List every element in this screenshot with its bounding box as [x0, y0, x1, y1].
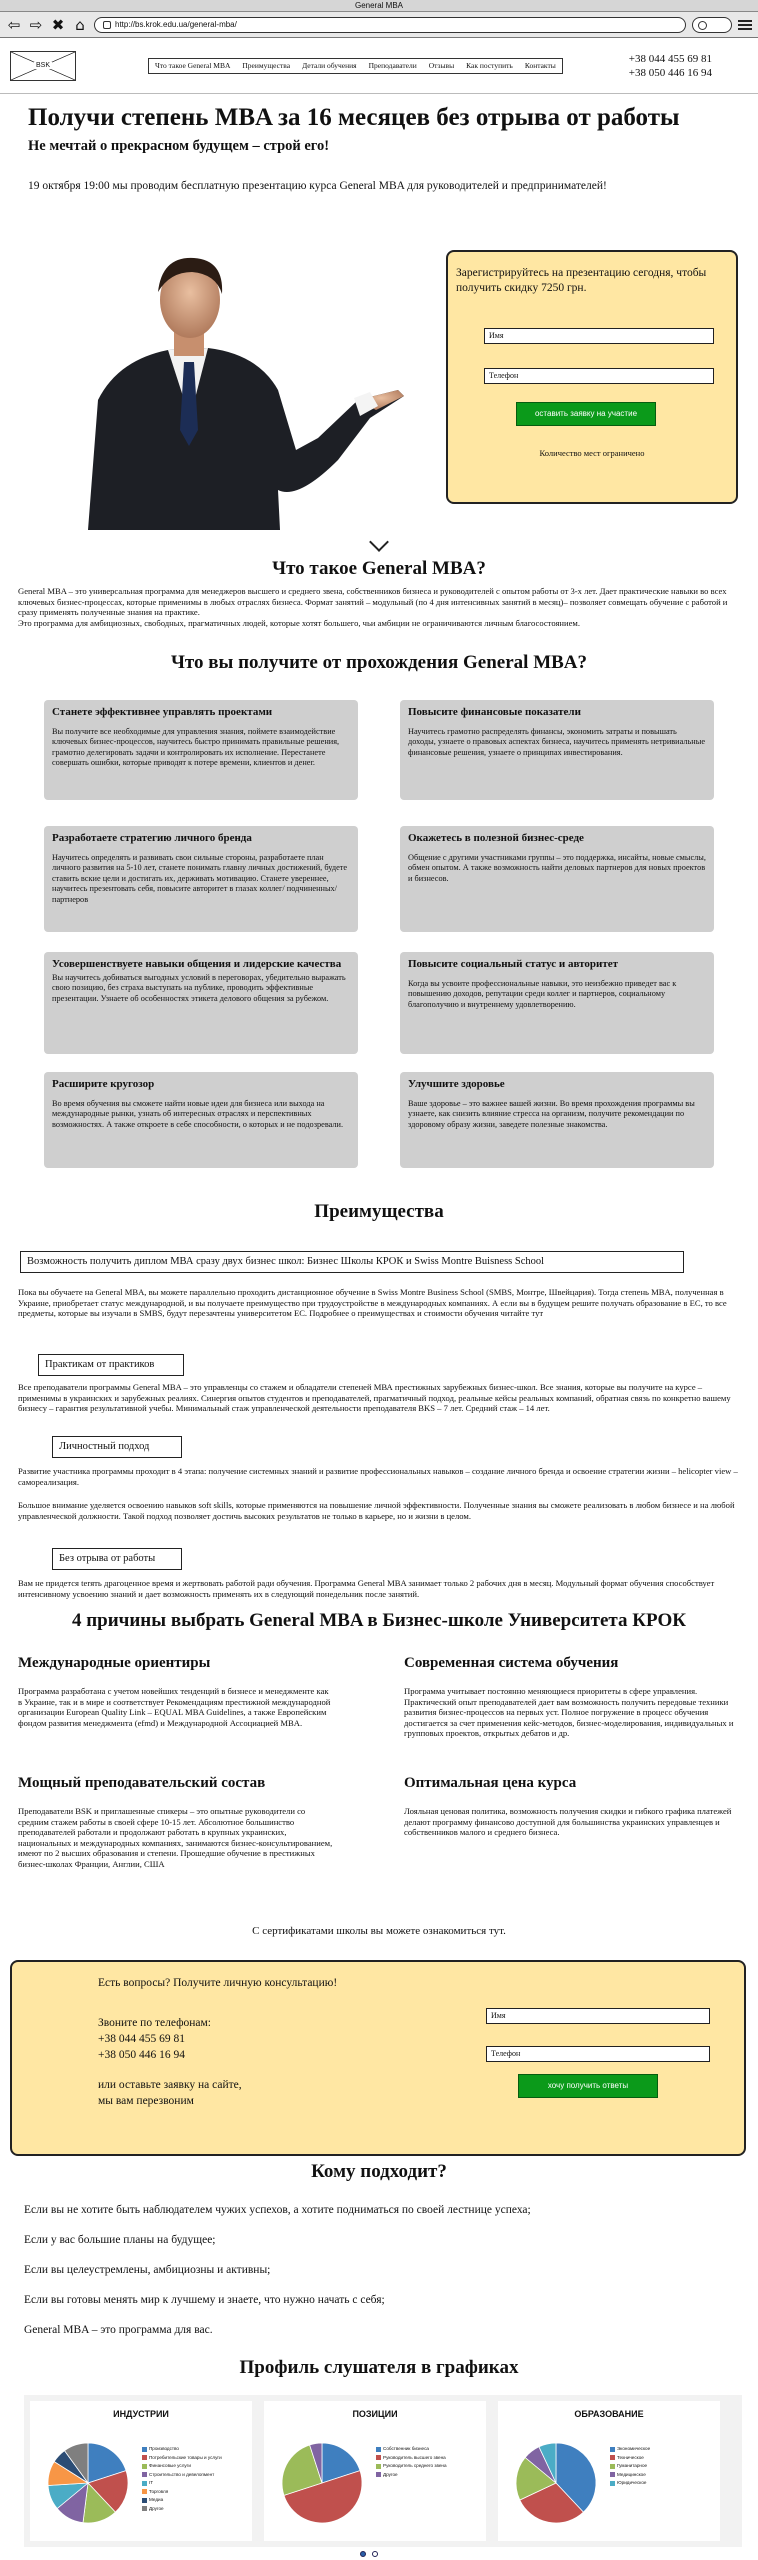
legend-swatch: [610, 2464, 615, 2469]
chart-card-industries: [30, 2401, 252, 2541]
chart-card-education: [498, 2401, 720, 2541]
stop-icon[interactable]: ✖: [51, 15, 65, 34]
nav-item-admission[interactable]: Как поступить: [466, 61, 513, 70]
legend-swatch: [142, 2506, 147, 2511]
registration-title: Зарегистрируйтесь на презентацию сегодня, чтобы получить скидку 7250 грн.: [456, 267, 707, 294]
legend-swatch: [142, 2489, 147, 2494]
legend-swatch: [610, 2447, 615, 2452]
legend-label: Руководитель среднего звена: [383, 2463, 447, 2468]
advantage-text-no-break: Вам не придется terять драгоценное время и жертвовать работой ради обучения. Программа General MBA занимает только 2 рабочих дня в месяц. Модульный формат обучения способствует интенсивному усвоению знаний и дает возможность применять их в следующий понедельник после занятий.: [18, 1578, 715, 1599]
nav-item-teachers[interactable]: Преподаватели: [368, 61, 417, 70]
hero-subtitle: Не мечтай о прекрасном будущем – строй его!: [28, 138, 330, 154]
fit-line: Если вы не хотите быть наблюдателем чужих успехов, а хотите подниматься по своей лестнице успеха;: [24, 2204, 531, 2216]
nav-item-what-is[interactable]: Что такое General MBA: [155, 61, 231, 70]
or-text-2: мы вам перезвоним: [98, 2095, 194, 2107]
reason-title: Международные ориентиры: [18, 1655, 211, 1671]
reason-title: Современная система обучения: [404, 1655, 619, 1671]
legend-entry: [142, 2445, 222, 2454]
legend-label: Потребительские товары и услуги: [149, 2454, 222, 2460]
carousel-dots: [360, 2551, 378, 2557]
advantages-heading: Преимущества: [314, 1201, 444, 1222]
legend-label: Юридическое: [617, 2480, 647, 2485]
header-phone-2[interactable]: +38 050 446 16 94: [628, 67, 712, 79]
chart-legend: [610, 2445, 650, 2488]
chart-title: ИНДУСТРИИ: [113, 2409, 169, 2419]
reason-text: Программа учитывает постоянно меняющиеся приоритеты в сфере управления. Практический опыт преподавателей дает вам возможность получить передовые техники развития бизнес-процессов на первых уст. Полное погружение в процесс обучения достигается за счет применения кейс-методов, бизнес-моделирования, индивидуальных и групповых проектов, открытых дебатов и др.: [404, 1686, 734, 1739]
benefits-heading: Что вы получите от прохождения General MBA?: [170, 652, 588, 673]
legend-entry: [142, 2496, 222, 2505]
nav-item-advantages[interactable]: Преимущества: [242, 61, 291, 70]
name-input[interactable]: Имя: [484, 328, 714, 344]
page-icon: [103, 21, 111, 29]
legend-label: Другое: [383, 2471, 398, 2477]
benefit-card: Повысите финансовые показатели Научитесь грамотно распределять финансы, экономить затраты и повышать доходы, узнаете о правовых аспектах бизнеса, научитесь применять нетривиальные финансовые решения, узнаете о принципах инвестирования.: [400, 700, 714, 800]
legend-entry: [610, 2471, 650, 2480]
legend-entry: [376, 2471, 447, 2480]
nav-item-details[interactable]: Детали обучения: [302, 61, 357, 70]
legend-swatch: [376, 2464, 381, 2469]
consultation-phone-1[interactable]: +38 044 455 69 81: [98, 2033, 185, 2045]
legend-label: Руководитель высшего звена: [383, 2454, 446, 2460]
menu-icon[interactable]: [738, 20, 752, 30]
header-phone-1[interactable]: +38 044 455 69 81: [628, 53, 712, 65]
advantage-box-practice: Практикам от практиков: [38, 1354, 184, 1376]
benefit-card: Расширите кругозор Во время обучения вы сможете найти новые идеи для бизнеса или выхода на международные рынки, узнать об интересных отраслях и перспективных возможностях. А также откроете в себе способности, о которых и не подозревали.: [44, 1072, 358, 1168]
legend-swatch: [376, 2472, 381, 2477]
legend-swatch: [142, 2472, 147, 2477]
benefit-card: Станете эффективнее управлять проектами Вы получите все необходимые для управления знания, поймете взаимодействие ключевых бизнес-процессов, научитесь быстро принимать правильные решения, грамотно делегировать задачи и контролировать их исполнение. Перестанете совершать ошибки, которые приводят к потере времени, клиентов и денег.: [44, 700, 358, 800]
phone-input[interactable]: Телефон: [484, 368, 714, 384]
legend-swatch: [142, 2455, 147, 2460]
legend-swatch: [142, 2447, 147, 2452]
legend-entry: [376, 2454, 447, 2463]
pie-chart: [264, 2401, 486, 2541]
fit-heading: Кому подходит?: [311, 2161, 447, 2182]
legend-label: Производство: [149, 2446, 179, 2451]
chart-legend: [376, 2445, 447, 2479]
fit-line: Если вы целеустремлены, амбициозны и активны;: [24, 2264, 271, 2276]
header-phones: [629, 52, 712, 80]
legend-label: Техническое: [617, 2454, 644, 2460]
fit-line: General MBA – это программа для вас.: [24, 2324, 213, 2336]
consultation-phone-2[interactable]: +38 050 446 16 94: [98, 2049, 185, 2061]
main-nav: [148, 58, 563, 74]
advantage-text-practice: Все преподаватели программы General MBA – это управленцы со стажем и обладатели степеней МВА престижных зарубежных бизнес-школ. Все знания, которые вы получите на курсе – применимы в украинских и зарубежных реалиях. Синергия опытов студентов и преподавателей, прагматичный подход, реальные кейсы реальных компаний, обратная связь по конкретно вашему бизнесу – гарантия результативной учебы. Минимальный стаж управленческой деятельности преподавателя BKS – 7 лет. Средний стаж – 14 лет.: [18, 1382, 731, 1414]
benefit-card: Повысите социальный статус и авторитет Когда вы усвоите профессиональные навыки, это неизбежно приведет вас к повышению доходов, репутации среди коллег и партнеров, социальному благополучию и внутреннему удовлетворению.: [400, 952, 714, 1054]
legend-label: Финансовые услуги: [149, 2463, 191, 2468]
legend-label: Строительство и девелопмент: [149, 2471, 215, 2477]
reason-text: Лояльная ценовая политика, возможность получения скидки и гибкого графика платежей делают программу финансово доступной для большинства украинских управленцев и собственников малого и среднего бизнеса.: [404, 1806, 732, 1838]
legend-label: Другое: [149, 2505, 164, 2511]
browser-toolbar: [0, 12, 758, 38]
consultation-name-input[interactable]: Имя: [486, 2008, 710, 2024]
legend-entry: [376, 2445, 447, 2454]
hero-businessman-image: [58, 250, 410, 530]
scroll-down-icon[interactable]: [369, 532, 389, 552]
benefit-card: Улучшите здоровье Ваше здоровье – это важнее вашей жизни. Во время прохождения программы вы узнаете, как снизить влияние стресса на организм, получите рекомендации по здоровому образу жизни, заведете полезные знакомства.: [400, 1072, 714, 1168]
legend-swatch: [376, 2455, 381, 2460]
back-icon[interactable]: ⇦: [7, 15, 21, 34]
benefit-card: Разработаете стратегию личного бренда Научитесь определять и развивать свои сильные стороны, разработаете план личного развития на 5-10 лет, станете понимать главну личных достижений, будете ставить вские цели и достигать их, держивать мотивацию. Станете увереннее, научитесь презентовать себя, повысите авторитет в глазах коллег/ подчиненных/партнеров: [44, 826, 358, 932]
legend-entry: [142, 2479, 222, 2488]
advantage-text-diploma: Пока вы обучаете на General MBA, вы можете параллельно проходить дистанционное обучение в Swiss Montre Business School (SMBS, Монтре, Швейцария). Тогда степень MBA, полученная в Украине, приобретает статус международной, и вы получаете преимущество при трудоустройстве в международных компаниях. А если вы в будущем решите получать образование в ЕС, то все предметы, которые вы изучали в SMBS, будут перезачтены университетом ЕС. Подробнее о преимуществах и стоимости обучения читайте тут: [18, 1287, 727, 1319]
advantage-text-personal-2: Большое внимание уделяется освоению навыков soft skills, которые применяются на повышение личной эффективности. Полученные знания вы сможете реализовать в любом бизнесе и на любой управленческой должности. Такой подход позволяет достичь высоких результатов не только в карьере, но и жизни в целом.: [18, 1500, 735, 1521]
consultation-submit-button[interactable]: хочу получить ответы: [518, 2074, 658, 2098]
legend-entry: [142, 2462, 222, 2471]
reason-text: Программа разработана с учетом новейших тенденций в бизнесе и менеджменте как в Украине, так и в мире и соответствует Рекомендациям престижной международной организации European Quality Link – EQUAL MBA Guidelines, а также Европейским фондом развития менеджмента (efmd) и Международной Ассоциацией MBA.: [18, 1686, 331, 1728]
certificates-link[interactable]: С сертификатами школы вы можете ознакомиться тут.: [252, 1925, 506, 1937]
legend-label: Медицинское: [617, 2471, 646, 2477]
chart-title: ОБРАЗОВАНИЕ: [574, 2409, 644, 2419]
what-is-text: General MBA – это универсальная программа для менеджеров высшего и среднего звена, собственников бизнеса и руководителей с опытом работы от 3-х лет. Дает практические навыки во всех ключевых бизнес-процессах, которые применимы в любых отраслях бизнеса. Формат занятий – модульный (по 4 дня интенсивных занятий в месяц)– позволяет совмещать обучение с работой и сразу применять полученные знания на практике. Это программа для амбициозных, свободных, прагматичных людей, которые хотят большего, чьи амбиции не ограничиваются личным благосостоянием.: [18, 586, 728, 628]
legend-entry: [142, 2505, 222, 2514]
legend-swatch: [610, 2472, 615, 2477]
advantage-box-no-break: Без отрыва от работы: [52, 1548, 182, 1570]
carousel-dot-active[interactable]: [360, 2551, 366, 2557]
registration-note: Количество мест ограничено: [539, 448, 645, 458]
legend-entry: [610, 2445, 650, 2454]
legend-swatch: [610, 2481, 615, 2486]
advantage-box-personal: Личностный подход: [52, 1436, 182, 1458]
chart-title: ПОЗИЦИИ: [352, 2409, 398, 2419]
page: [0, 38, 758, 2559]
legend-swatch: [610, 2455, 615, 2460]
reason-title: Оптимальная цена курса: [404, 1775, 577, 1791]
legend-entry: [610, 2462, 650, 2471]
advantage-box-diploma: Возможность получить диплом МВА сразу двух бизнес школ: Бизнес Школы КРОК и Swiss Montre Buisness School: [20, 1251, 684, 1273]
legend-entry: [142, 2488, 222, 2497]
nav-item-contacts[interactable]: Контакты: [524, 61, 556, 70]
fit-line: Если у вас большие планы на будущее;: [24, 2234, 216, 2246]
site-logo[interactable]: BSK: [10, 51, 76, 81]
legend-label: Экономическое: [617, 2446, 651, 2451]
reason-text: Преподаватели BSK и приглашенные спикеры – это опытные руководители со средним стажем работы в своей сфере 10-15 лет. Абсолютное большинство преподавателей работали и продолжают работать в крупных украинских, национальных и международных компаниях, занимаются бизнес-консультированием, имеют по 2 высших образования и степени. Прошедшие обучение в престижных бизнес-школах Франции, Англии, США: [18, 1806, 333, 1869]
legend-label: Торговля: [149, 2488, 169, 2494]
consultation-form: [10, 1960, 746, 2156]
legend-entry: [142, 2454, 222, 2463]
hero-title: Получи степень MBA за 16 месяцев без отрыва от работы: [28, 104, 680, 131]
carousel-dot[interactable]: [372, 2551, 378, 2557]
home-icon[interactable]: ⌂: [75, 15, 85, 34]
legend-swatch: [142, 2464, 147, 2469]
what-is-heading: Что такое General MBA?: [272, 558, 486, 579]
legend-entry: [610, 2454, 650, 2463]
address-bar[interactable]: [94, 17, 686, 33]
legend-entry: [142, 2471, 222, 2480]
browser-search-icon[interactable]: [692, 17, 732, 33]
reason-title: Мощный преподавательский состав: [18, 1775, 266, 1791]
nav-item-reviews[interactable]: Отзывы: [428, 61, 455, 70]
chart-legend: [142, 2445, 222, 2513]
register-button[interactable]: оставить заявку на участие: [516, 402, 656, 426]
window-title: General MBA: [0, 0, 758, 12]
profile-heading: Профиль слушателя в графиках: [239, 2357, 519, 2378]
registration-form: [446, 250, 738, 504]
legend-swatch: [142, 2498, 147, 2503]
forward-icon[interactable]: ⇨: [29, 15, 43, 34]
fit-line: Если вы готовы менять мир к лучшему и знаете, что нужно начать с себя;: [24, 2294, 385, 2306]
consultation-question: Есть вопросы? Получите личную консультацию!: [98, 1977, 338, 1989]
charts-carousel: [24, 2395, 742, 2547]
advantage-text-personal-1: Развитие участника программы проходит в 4 этапа: получение системных знаний и развитие профессиональных навыков – создание личного бренда и освоение стратегии жизни – helicopter view – самореализация.: [18, 1466, 738, 1487]
url-text: http://bs.krok.edu.ua/general-mba/: [115, 19, 237, 29]
pie-chart: [498, 2401, 720, 2541]
consultation-phone-input[interactable]: Телефон: [486, 2046, 710, 2062]
hero-announcement: 19 октября 19:00 мы проводим бесплатную презентацию курса General MBA для руководителей и предпринимателей!: [28, 180, 607, 192]
legend-swatch: [142, 2481, 147, 2486]
chart-card-positions: [264, 2401, 486, 2541]
or-text-1: или оставьте заявку на сайте,: [98, 2079, 242, 2091]
call-label: Звоните по телефонам:: [98, 2017, 212, 2029]
legend-swatch: [376, 2447, 381, 2452]
benefit-card: Усовершенствуете навыки общения и лидерские качества Вы научитесь добиваться выгодных условий в переговорах, убедительно выражать свою позицию, без страха выступать на публике, проводить эффективные презентации. Узнаете об особенностях этикета делового общения за рубежом.: [44, 952, 358, 1054]
legend-entry: [376, 2462, 447, 2471]
legend-label: IT: [149, 2480, 154, 2485]
legend-label: Медиа: [149, 2497, 164, 2502]
legend-label: Собственник бизнеса: [383, 2446, 429, 2451]
site-header: [0, 38, 758, 94]
legend-label: Гуманитарное: [617, 2463, 648, 2468]
reasons-heading: 4 причины выбрать General MBA в Бизнес-школе Университета КРОК: [71, 1610, 687, 1631]
benefit-card: Окажетесь в полезной бизнес-среде Общение с другими участниками группы – это поддержка, инсайты, новые смыслы, обмен опытом. А также возможность найти деловых партнеров для новых проектов и бизнесов.: [400, 826, 714, 932]
legend-entry: [610, 2479, 650, 2488]
